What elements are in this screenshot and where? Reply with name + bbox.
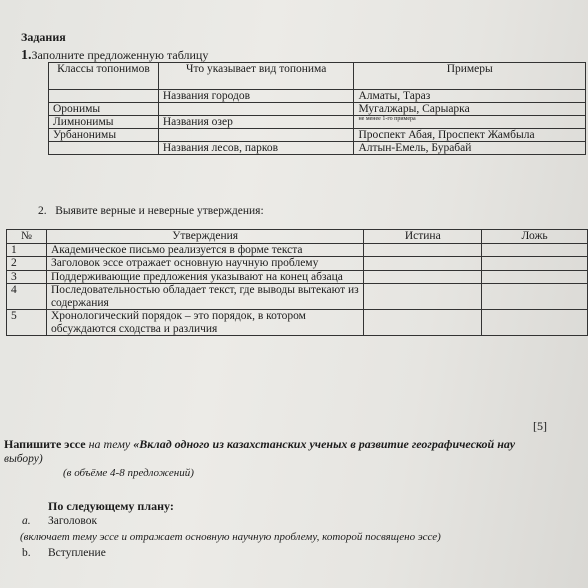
cell-examples: Проспект Абая, Проспект Жамбыла — [354, 129, 586, 142]
cell-true-answer[interactable] — [364, 270, 482, 284]
task2-heading — [38, 205, 264, 217]
col-header-statements: Утверждения — [46, 230, 363, 244]
cell-number: 1 — [7, 243, 47, 257]
plan-item-a-marker: a. — [22, 515, 31, 527]
essay-choice-note: выбору) — [4, 453, 43, 465]
cell-true-answer[interactable] — [364, 284, 482, 310]
essay-volume-note: (в объёме 4-8 предложений) — [63, 467, 194, 479]
col-header-number: № — [7, 230, 47, 244]
cell-number: 3 — [7, 270, 47, 284]
task1-number: 1. — [21, 48, 32, 63]
task2-number: 2. — [38, 205, 47, 217]
table-row — [7, 310, 588, 336]
cell-true-answer[interactable] — [364, 243, 482, 257]
cell-false-answer[interactable] — [482, 257, 588, 271]
table-row — [7, 257, 588, 271]
col-header-classes: Классы топонимов — [49, 63, 159, 90]
cell-number: 4 — [7, 284, 47, 310]
cell-true-answer[interactable] — [364, 310, 482, 336]
cell-statement: Последовательностью обладает текст, где выводы вытекают из содержания — [46, 284, 363, 310]
cell-number: 5 — [7, 310, 47, 336]
cell-statement: Поддерживающие предложения указывают на конец абзаца — [46, 270, 363, 284]
cell-indicates — [158, 103, 354, 116]
score-marker: [5] — [533, 419, 547, 433]
col-header-false: Ложь — [482, 230, 588, 244]
col-header-examples: Примеры — [354, 63, 586, 90]
task2-instruction: Выявите верные и неверные утверждения: — [55, 205, 264, 217]
cell-class: Урбанонимы — [49, 129, 159, 142]
cell-class: Оронимы — [49, 103, 159, 116]
table-row — [49, 142, 586, 155]
cell-indicates: Названия городов — [158, 90, 354, 103]
cell-examples-note: не менее 1-го примера — [354, 116, 586, 129]
cell-false-answer[interactable] — [482, 270, 588, 284]
cell-false-answer[interactable] — [482, 243, 588, 257]
table-row — [7, 270, 588, 284]
cell-examples: Мугалжары, Сарыарка — [354, 103, 586, 116]
table-row — [49, 129, 586, 142]
table-row — [49, 116, 586, 129]
cell-statement: Академическое письмо реализуется в форме текста — [46, 243, 363, 257]
table-row — [7, 284, 588, 310]
cell-false-answer[interactable] — [482, 284, 588, 310]
plan-item-a-note: (включает тему эссе и отражает основную научную проблему, которой посвящено эссе) — [20, 531, 441, 543]
cell-class — [49, 142, 159, 155]
essay-topic: «Вклад одного из казахстанских ученых в развитие географической нау — [133, 437, 516, 451]
table-row — [49, 103, 586, 116]
col-header-indicates: Что указывает вид топонима — [158, 63, 354, 90]
cell-examples: Алматы, Тараз — [354, 90, 586, 103]
table-header-row — [49, 63, 586, 90]
essay-theme-label: на тему — [88, 437, 134, 451]
cell-indicates — [158, 129, 354, 142]
cell-indicates: Названия лесов, парков — [158, 142, 354, 155]
cell-number: 2 — [7, 257, 47, 271]
cell-statement: Хронологический порядок – это порядок, в котором обсуждаются сходства и различия — [46, 310, 363, 336]
cell-indicates: Названия озер — [158, 116, 354, 129]
cell-examples: Алтын-Емель, Бурабай — [354, 142, 586, 155]
task1-instruction: Заполните предложенную таблицу — [31, 48, 209, 62]
table-row — [49, 90, 586, 103]
statements-table — [6, 229, 588, 336]
toponym-table — [48, 62, 586, 155]
table-row — [7, 243, 588, 257]
table-header-row — [7, 230, 588, 244]
plan-item-b-label: Вступление — [48, 547, 106, 559]
cell-statement: Заголовок эссе отражает основную научную проблему — [46, 257, 363, 271]
cell-true-answer[interactable] — [364, 257, 482, 271]
plan-item-b-marker: b. — [22, 547, 31, 559]
cell-class: Лимнонимы — [49, 116, 159, 129]
essay-task — [4, 437, 515, 452]
plan-heading: По следующему плану: — [48, 499, 174, 513]
col-header-true: Истина — [364, 230, 482, 244]
cell-false-answer[interactable] — [482, 310, 588, 336]
essay-lead: Напишите эссе — [4, 437, 89, 451]
cell-class — [49, 90, 159, 103]
section-title: Задания — [21, 30, 66, 44]
plan-item-a-label: Заголовок — [48, 515, 98, 527]
